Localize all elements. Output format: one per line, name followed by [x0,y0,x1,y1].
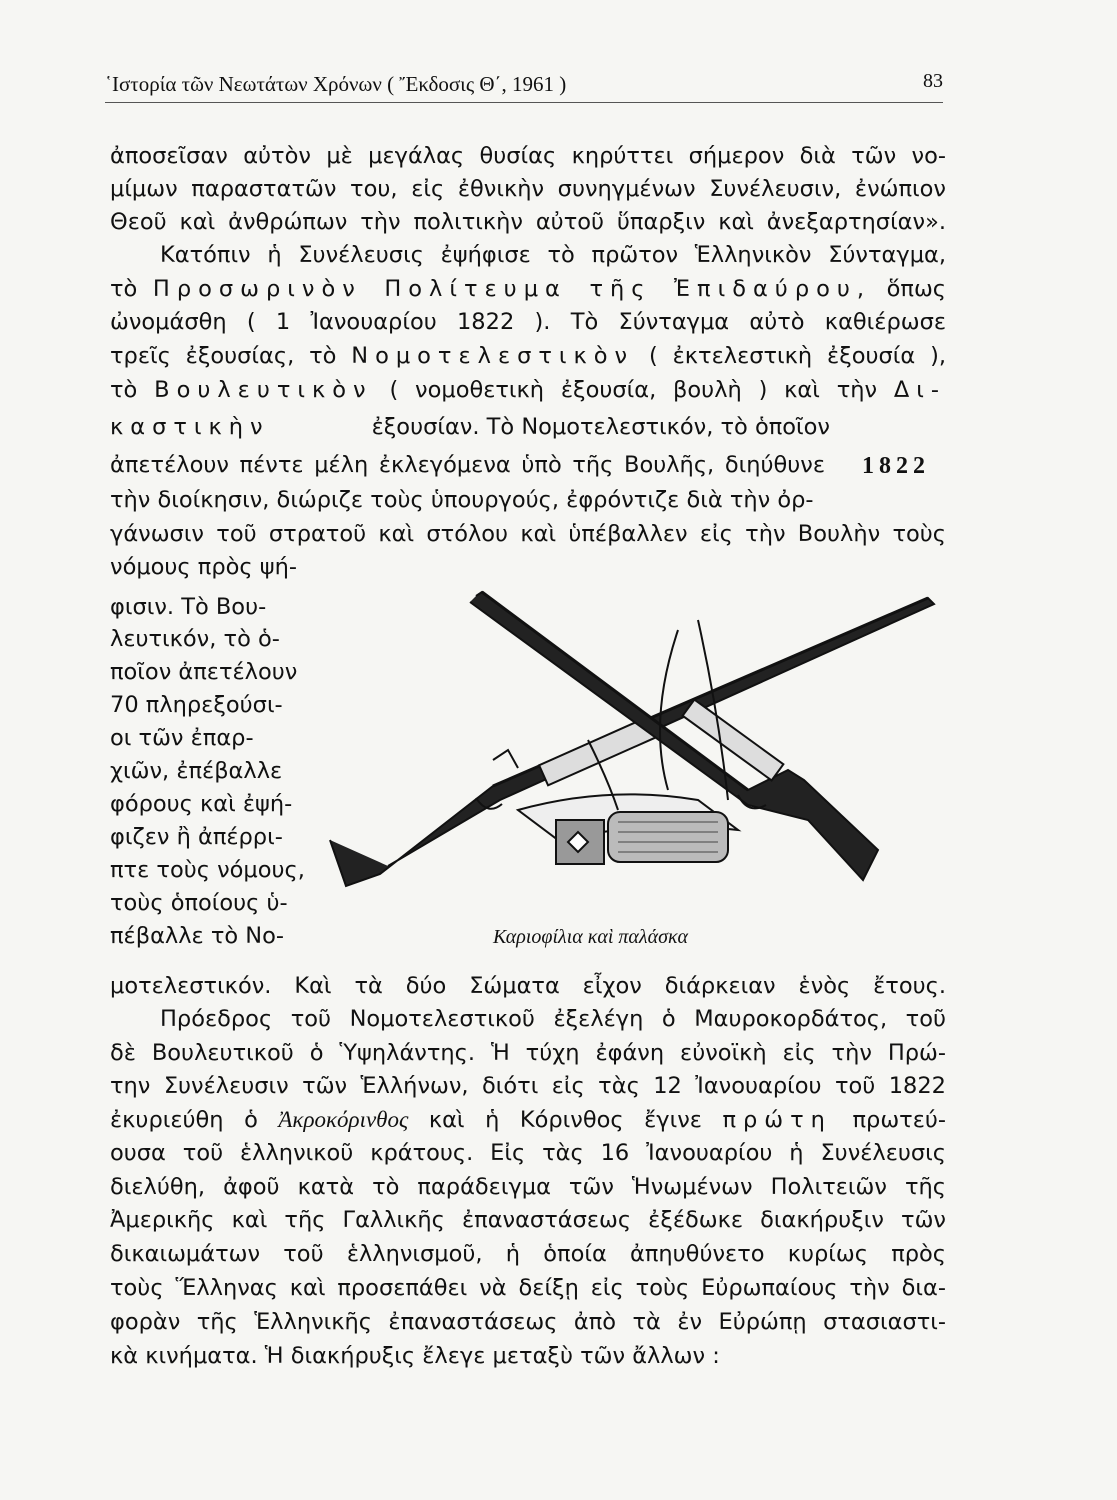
text-fragment: καὶ ἡ Κόρινθος ἔγινε [428,1107,702,1133]
text-line: νόμους πρὸς ψή- [110,554,297,580]
text-fragment: τὸ [110,377,138,403]
text-line: τὴν διοίκησιν, διώριζε τοὺς ὑπουργούς, ἐφρόντιζε διὰ τὴν ὀρ- [110,487,814,513]
text-line: λευτικόν, τὸ ὁ- [110,626,280,652]
text-fragment: ( νομοθετικὴ ἐξουσία, βουλὴ ) καὶ τὴν [389,377,878,403]
text-line: ἀπετέλουν πέντε μέλη ἐκλεγόμενα ὑπὸ τῆς Βουλῆς, διηύθυνε [110,452,825,478]
running-header [105,62,943,103]
page-number: 83 [923,70,943,92]
text-line: πτε τοὺς νόμους, [110,857,305,883]
text-line: Θεοῦ καὶ ἀνθρώπων τὴν πολιτικὴν αὐτοῦ ὕπαρξιν καὶ ἀνεξαρτησίαν». [110,209,946,235]
text-line: κὰ κινήματα. Ἡ διακήρυξις ἔλεγε μεταξὺ τῶν ἄλλων : [110,1343,720,1369]
spaced-term: Νομοτελεστικὸν [351,343,635,369]
text-line: ὠνομάσθη ( 1 Ἰανουαρίου 1822 ). Τὸ Σύνταγμα αὐτὸ καθιέρωσε [110,309,946,335]
text-line: δὲ Βουλευτικοῦ ὁ Ὑψηλάντης. Ἡ τύχη ἐφάνη εὐνοϊκὴ εἰς τὴν Πρώ- [110,1040,946,1066]
margin-year: 1822 [862,453,930,479]
text-line: μοτελεστικόν. Καὶ τὰ δύο Σώματα εἶχον διάρκειαν ἑνὸς ἔτους. [110,973,946,999]
text-fragment: τὸ [110,276,138,302]
book-title: ῾Ιστορία τῶν Νεωτάτων Χρόνων ( Ἔκδοσις Θ΄, 1961 ) [105,72,567,96]
spaced-term: Προσωρινὸν Πολίτευμα τῆς Ἐπιδαύρου, [152,276,872,302]
text-line: την Συνέλευσιν τῶν Ἑλλήνων, διότι εἰς τὰς 12 Ἰανουαρίου τοῦ 1822 [110,1073,946,1099]
text-fragment: ( ἐκτελεστικὴ ἐξουσία ), [649,343,947,369]
text-line: 70 πληρεξούσι- [110,692,283,718]
text-fragment: ἐξουσίαν. Τὸ Νομοτελεστικόν, τὸ ὁποῖον [371,414,830,440]
text-line: πέβαλλε τὸ Νο- [110,923,285,949]
text-line: μίμων παραστατῶν του, εἰς ἐθνικὴν συνηγμένων Συνέλευσιν, ἐνώπιον [110,176,946,202]
text-line: ἀποσεῖσαν αὐτὸν μὲ μεγάλας θυσίας κηρύττει σήμερον διὰ τῶν νο- [110,143,946,169]
text-line: φόρους καὶ ἐψή- [110,791,293,817]
text-line: ποῖον ἀπετέλουν [110,659,298,685]
text-line: χιῶν, ἐπέβαλλε [110,758,283,784]
text-line: Ἀμερικῆς καὶ τῆς Γαλλικῆς ἐπαναστάσεως ἐξέδωκε διακήρυξιν τῶν [110,1207,946,1233]
text-line [110,273,946,305]
text-line: τοὺς Ἕλληνας καὶ προσεπάθει νὰ δείξῃ εἰς τοὺς Εὐρωπαίους τὴν δια- [110,1275,946,1301]
spaced-term: Δι- [893,377,947,403]
text-line: φορὰν τῆς Ἑλληνικῆς ἐπαναστάσεως ἀπὸ τὰ ἐν Εὐρώπῃ στασιαστι- [110,1309,946,1335]
text-fragment: πρωτεύ- [852,1107,946,1133]
text-fragment: τρεῖς ἐξουσίας, τὸ [110,343,337,369]
text-line: γάνωσιν τοῦ στρατοῦ καὶ στόλου καὶ ὑπέβαλλεν εἰς τὴν Βουλὴν τοὺς [110,521,946,547]
text-line: οι τῶν ἐπαρ- [110,725,254,751]
spaced-term: καστικὴν [110,414,270,440]
text-fragment: ὅπως [886,276,946,302]
text-line [110,374,946,406]
text-fragment: ἐκυριεύθη ὁ [110,1107,258,1133]
spaced-term: Βουλευτικὸν [154,377,373,403]
text-line [110,411,830,443]
text-line: τοὺς ὁποίους ὑ- [110,890,288,916]
text-line: Πρόεδρος τοῦ Νομοτελεστικοῦ ἐξελέγη ὁ Μαυροκορδάτος, τοῦ [160,1006,946,1032]
text-line [110,1104,946,1136]
text-line: δικαιωμάτων τοῦ ἑλληνισμοῦ, ἡ ὁποία ἀπηυθύνετο κυρίως πρὸς [110,1241,946,1267]
italic-term: Ἀκροκόρινθος [278,1107,409,1132]
text-line: φισιν. Τὸ Βου- [110,594,267,620]
spaced-term: πρώτη [722,1107,832,1133]
text-line: διελύθη, ἀφοῦ κατὰ τὸ παράδειγμα τῶν Ἡνωμένων Πολιτειῶν τῆς [110,1174,946,1200]
figure-caption: Καριοφίλια καὶ παλάσκα [493,926,689,948]
text-line [110,340,946,372]
text-line: Κατόπιν ἡ Συνέλευσις ἐψήφισε τὸ πρῶτον Ἑλληνικὸν Σύνταγμα, [160,242,946,268]
text-line: φιζεν ἢ ἀπέρρι- [110,824,283,850]
text-line: ουσα τοῦ ἑλληνικοῦ κράτους. Εἰς τὰς 16 Ἰανουαρίου ἡ Συνέλευσις [110,1140,946,1166]
muskets-illustration [318,590,943,900]
